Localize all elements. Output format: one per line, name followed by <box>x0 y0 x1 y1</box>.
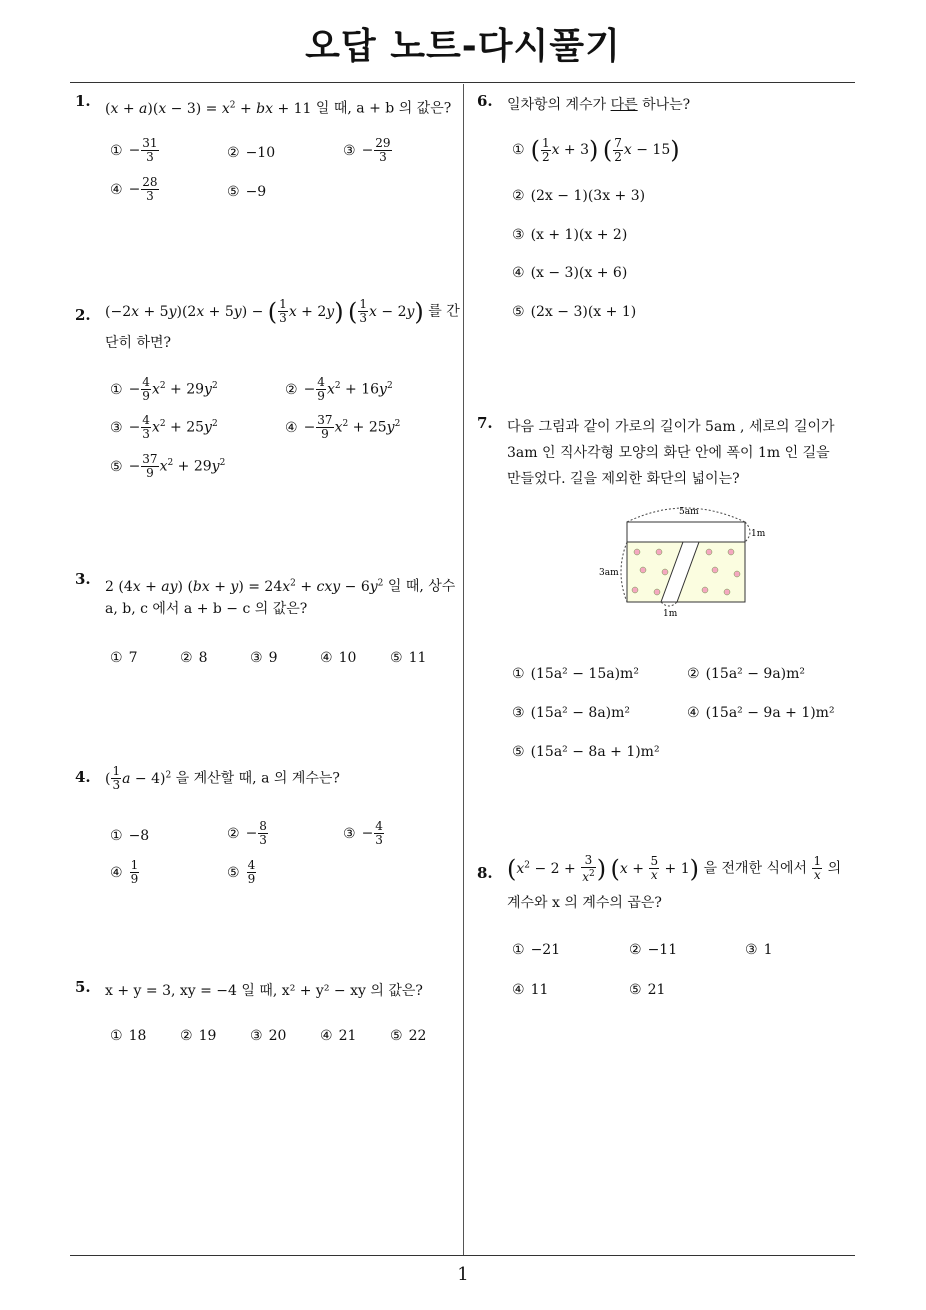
option-3[interactable]: ③ 1 <box>745 942 773 958</box>
question-7 <box>477 414 867 774</box>
option-5[interactable]: ⑤ −9 <box>227 184 267 200</box>
math-expression: ( $\frac{1}{3}$ a − 4)$^2$ <box>105 764 172 793</box>
label-bottom: 1m <box>663 609 678 619</box>
option-1[interactable]: ① −8 <box>110 828 150 844</box>
option-2[interactable]: ② −11 <box>629 942 678 958</box>
question-text-line2: 3am 인 직사각형 모양의 화단 안에 폭이 1m 인 길을 <box>507 445 830 461</box>
question-number: 2. <box>75 306 91 324</box>
option-4[interactable]: ④ 21 <box>320 1028 357 1044</box>
page-title: 오답 노트-다시풀기 <box>305 26 621 67</box>
question-1 <box>75 92 460 222</box>
option-5[interactable]: ⑤ $\frac{4}{9}$ <box>227 858 256 886</box>
bottom-rule <box>70 1255 855 1256</box>
option-5[interactable]: ⑤ 21 <box>629 982 666 998</box>
question-text: (−2x + 5y)(2x + 5y) − ( $\frac{1}{3}$ x + 2y) ( $\frac{1}{3}$ x − 2y) 를 간 <box>105 297 460 326</box>
option-3[interactable]: ③ − $\frac{4}{3}$ <box>343 819 383 847</box>
option-1[interactable]: ① − $\frac{4}{9}$ $x^2 + 29y^2$ <box>110 375 218 403</box>
question-text: $(x + a)(x - 3) = x^2$ + bx + 11 일 때, a + b 의 값은? <box>105 100 452 117</box>
question-number: 7. <box>477 414 493 432</box>
question-text: ( $\frac{1}{3}$ a − 4)$^2$ 을 계산할 때, a 의 계수는? <box>105 764 340 793</box>
question-4 <box>75 762 460 902</box>
question-text: ($x^2 - 2$ + $\frac{3}{x^2}$ ) (x + $\frac{5}{x}$ + 1) 을 전개한 식에서 $\frac{1}{x}$ 의 <box>507 852 842 884</box>
page-number: 1 <box>457 1264 469 1285</box>
question-number: 5. <box>75 978 91 996</box>
option-1[interactable]: ① 7 <box>110 650 138 666</box>
math-expression: ($x^2 - 2$ + $\frac{3}{x^2}$ ) (x + $\frac{5}{x}$ + 1) <box>507 852 700 884</box>
option-2[interactable]: ② (15a² − 9a)m² <box>687 666 806 682</box>
option-3[interactable]: ③ 9 <box>250 650 278 666</box>
question-3 <box>75 570 460 680</box>
option-4[interactable]: ④ − $\frac{28}{3}$ <box>110 175 158 203</box>
column-divider <box>463 84 464 1256</box>
garden-diagram <box>595 502 775 620</box>
label-left: 3am <box>599 568 619 578</box>
option-2[interactable]: ② 8 <box>180 650 208 666</box>
option-3[interactable]: ③ − $\frac{4}{3}$ $x^2 + 25y^2$ <box>110 413 218 441</box>
top-rule <box>70 82 855 83</box>
question-5 <box>75 978 460 1058</box>
question-text-line2: 단히 하면? <box>105 335 172 351</box>
option-1[interactable]: ① (15a² − 15a)m² <box>512 666 639 682</box>
option-4[interactable]: ④ 11 <box>512 982 549 998</box>
question-text: 2 (4x + ay) $(bx + y) = 24x^2$ + cxy − $6y^2$ 일 때, 상수 <box>105 578 456 595</box>
question-number: 1. <box>75 92 91 110</box>
option-4[interactable]: ④ − $\frac{37}{9}$ $x^2 + 25y^2$ <box>285 413 401 441</box>
math-expression: (−2x + 5y)(2x + 5y) − ( $\frac{1}{3}$ x + 2y) ( $\frac{1}{3}$ x − 2y) <box>105 297 424 326</box>
option-4[interactable]: ④ (15a² − 9a + 1)m² <box>687 705 835 721</box>
question-number: 6. <box>477 92 493 110</box>
option-1[interactable]: ① ( $\frac{1}{2}$ x + 3) ( $\frac{7}{2}$ x − 15) <box>512 135 680 164</box>
question-number: 4. <box>75 768 91 786</box>
option-2[interactable]: ② − $\frac{4}{9}$ $x^2 + 16y^2$ <box>285 375 393 403</box>
option-3[interactable]: ③ − $\frac{29}{3}$ <box>343 136 391 164</box>
question-text: 일차항의 계수가 다른 하나는? <box>507 97 691 113</box>
question-2 <box>75 298 460 498</box>
option-5[interactable]: ⑤ (15a² − 8a + 1)m² <box>512 744 660 760</box>
math-expression: 2 (4x + ay) $(bx + y) = 24x^2$ + cxy − $6y^2$ <box>105 578 384 595</box>
question-text-line1: 다음 그림과 같이 가로의 길이가 5am , 세로의 길이가 <box>507 419 835 435</box>
option-1[interactable]: ① 18 <box>110 1028 147 1044</box>
option-4[interactable]: ④ (x − 3)(x + 6) <box>512 265 628 281</box>
question-number: 8. <box>477 864 493 882</box>
option-3[interactable]: ③ 20 <box>250 1028 287 1044</box>
question-6 <box>477 92 867 332</box>
option-5[interactable]: ⑤ 22 <box>390 1028 427 1044</box>
option-5[interactable]: ⑤ 11 <box>390 650 427 666</box>
question-text-line2: 계수와 x 의 계수의 곱은? <box>507 895 662 911</box>
question-text-line3: 만들었다. 길을 제외한 화단의 넓이는? <box>507 471 740 487</box>
option-3[interactable]: ③ (x + 1)(x + 2) <box>512 227 628 243</box>
option-2[interactable]: ② (2x − 1)(3x + 3) <box>512 188 646 204</box>
underlined-word: 다른 <box>610 97 638 113</box>
label-right: 1m <box>751 529 766 539</box>
option-2[interactable]: ② −10 <box>227 145 276 161</box>
option-2[interactable]: ② 19 <box>180 1028 217 1044</box>
option-5[interactable]: ⑤ − $\frac{37}{9}$ $x^2 + 29y^2$ <box>110 452 226 480</box>
question-8 <box>477 852 867 1012</box>
question-number: 3. <box>75 570 91 588</box>
option-4[interactable]: ④ $\frac{1}{9}$ <box>110 858 139 886</box>
option-2[interactable]: ② − $\frac{8}{3}$ <box>227 819 267 847</box>
question-text: x + y = 3, xy = −4 일 때, x² + y² − xy 의 값은? <box>105 983 423 999</box>
math-expression: $(x + a)(x - 3) = x^2$ + bx + 11 <box>105 100 312 117</box>
question-text-line2: a, b, c 에서 a + b − c 의 값은? <box>105 601 308 617</box>
option-4[interactable]: ④ 10 <box>320 650 357 666</box>
option-3[interactable]: ③ (15a² − 8a)m² <box>512 705 631 721</box>
option-5[interactable]: ⑤ (2x − 3)(x + 1) <box>512 304 637 320</box>
option-1[interactable]: ① −21 <box>512 942 561 958</box>
label-top: 5am <box>679 507 699 517</box>
option-1[interactable]: ① − $\frac{31}{3}$ <box>110 136 158 164</box>
